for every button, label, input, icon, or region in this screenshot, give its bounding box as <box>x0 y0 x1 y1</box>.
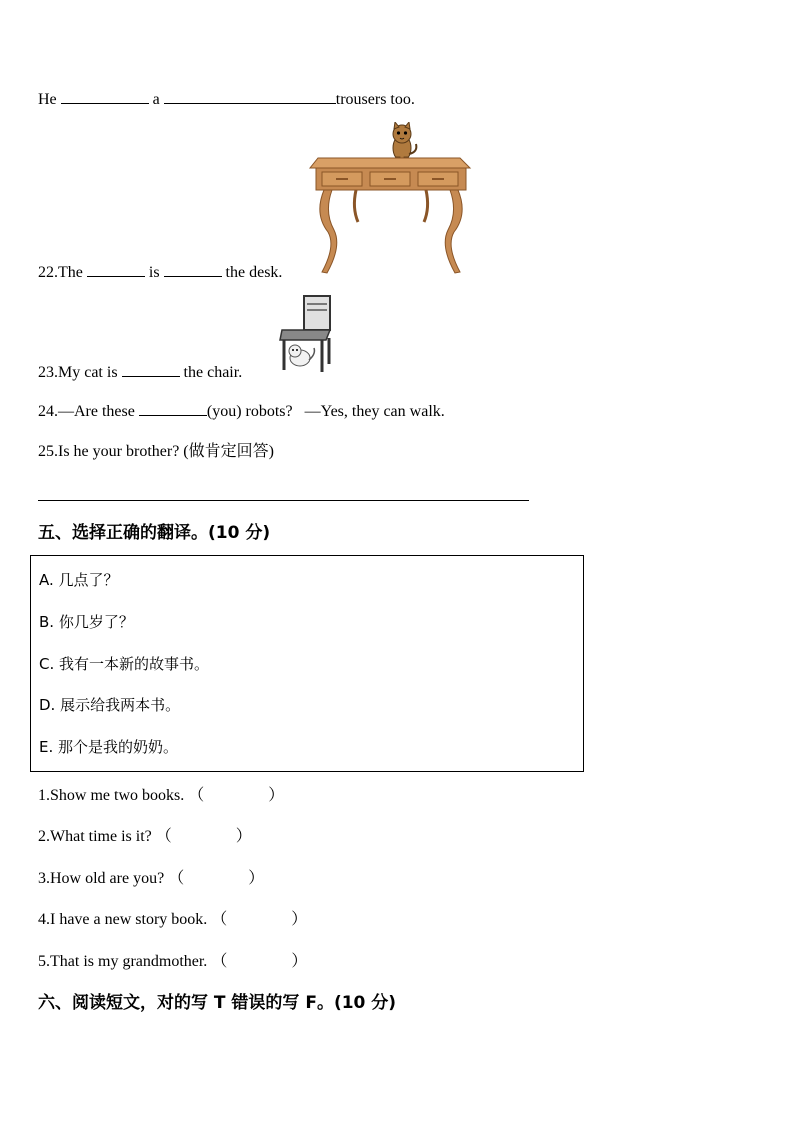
q25-answer-line[interactable] <box>38 500 529 501</box>
s5-question-text: 4.I have a new story book. <box>38 911 208 928</box>
desk-with-cat-illustration <box>308 122 474 277</box>
q22-number: 22. <box>38 264 58 281</box>
question-22-line <box>38 261 282 283</box>
q23-number: 23. <box>38 364 58 381</box>
answer-parentheses[interactable]: （ ） <box>168 870 265 887</box>
s5-question-3 <box>38 869 264 889</box>
s5-question-text: 2.What time is it? <box>38 828 152 845</box>
q22-text-3: the desk. <box>225 264 283 281</box>
question-21-line <box>38 88 415 110</box>
answer-parentheses[interactable]: （ ） <box>211 911 308 928</box>
q21-blank-2[interactable] <box>164 88 336 104</box>
translation-options-box <box>30 555 584 772</box>
cat-under-chair-icon <box>289 345 314 366</box>
q22-text-1: The <box>58 264 83 281</box>
q24-text-1: —Are these <box>58 403 135 420</box>
s5-question-5 <box>38 952 307 972</box>
q24-blank[interactable] <box>139 400 207 416</box>
option-text: 你几岁了？ <box>58 613 134 631</box>
q22-blank-2[interactable] <box>164 261 222 277</box>
option-e <box>39 737 178 757</box>
q21-blank-1[interactable] <box>61 88 149 104</box>
q21-text-1: He <box>38 91 57 108</box>
s5-question-text: 5.That is my grandmother. <box>38 953 208 970</box>
option-letter: C. <box>39 655 55 673</box>
answer-parentheses[interactable]: （ ） <box>211 953 308 970</box>
option-letter: B. <box>39 613 55 631</box>
question-23-line <box>38 361 242 383</box>
q24-number: 24. <box>38 403 58 420</box>
option-letter: D. <box>39 696 56 714</box>
option-b <box>39 612 134 632</box>
answer-parentheses[interactable]: （ ） <box>155 828 252 845</box>
q25-number: 25. <box>38 443 58 460</box>
s5-question-text: 3.How old are you? <box>38 870 165 887</box>
option-c <box>39 654 209 674</box>
chair-with-cat-illustration <box>278 294 334 374</box>
question-24-line <box>38 400 445 422</box>
s5-question-text: 1.Show me two books. <box>38 787 185 804</box>
s5-question-1 <box>38 786 284 806</box>
option-a <box>39 570 119 590</box>
question-25-line <box>38 442 274 462</box>
q21-text-2: a <box>152 91 160 108</box>
q23-text-2: the chair. <box>183 364 243 381</box>
option-text: 我有一本新的故事书。 <box>59 655 210 673</box>
answer-parentheses[interactable]: （ ） <box>188 787 285 804</box>
section-5-heading: 五、选择正确的翻译。(10 分) <box>38 523 271 543</box>
option-text: 那个是我的奶奶。 <box>58 738 179 756</box>
option-text: 几点了？ <box>58 571 119 589</box>
q21-text-3: trousers too. <box>335 91 415 108</box>
q22-blank-1[interactable] <box>87 261 145 277</box>
option-letter: A. <box>39 571 54 589</box>
cat-icon <box>393 122 416 162</box>
section-6-heading: 六、阅读短文，对的写 T 错误的写 F。(10 分) <box>38 993 397 1013</box>
q22-text-2: is <box>148 264 160 281</box>
option-text: 展示给我两本书。 <box>60 696 181 714</box>
q23-blank[interactable] <box>122 361 180 377</box>
option-letter: E. <box>39 738 54 756</box>
q25-text: Is he your brother? (做肯定回答) <box>58 443 274 460</box>
q24-text-2: (you) robots? <box>206 403 293 420</box>
q24-text-3: —Yes, they can walk. <box>304 403 445 420</box>
s5-question-2 <box>38 827 252 847</box>
option-d <box>39 695 180 715</box>
s5-question-4 <box>38 910 307 930</box>
q23-text-1: My cat is <box>58 364 118 381</box>
